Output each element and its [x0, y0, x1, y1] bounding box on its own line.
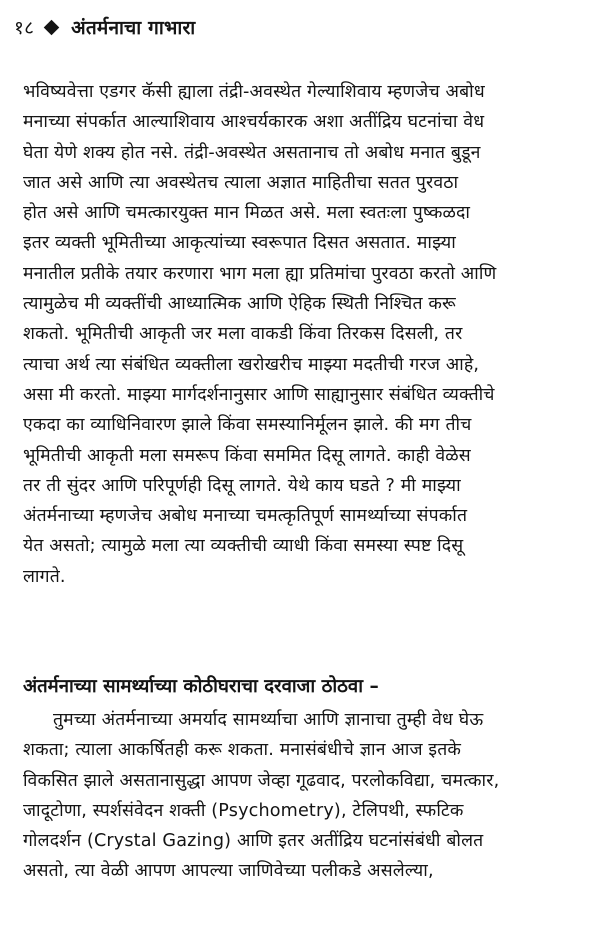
- text-line: अंतर्मनाच्या म्हणजेच अबोध मनाच्या चमत्कृतिपूर्ण सामर्थ्याच्या संपर्कात: [23, 506, 468, 527]
- text-line: जादूटोणा, स्पर्शसंवेदन शक्ती (Psychometry), टेलिपथी, स्फटिक: [23, 800, 464, 821]
- paragraph-one: [23, 77, 589, 592]
- text-line: विकसित झाले असतानासुद्धा आपण जेव्हा गूढवाद, परलोकविद्या, चमत्कार,: [23, 770, 500, 791]
- text-line: शकता; त्याला आकर्षितही करू शकता. मनासंबंधीचे ज्ञान आज इतके: [23, 740, 462, 761]
- text-line: येत असतो; त्यामुळे मला त्या व्यक्तीची व्याधी किंवा समस्या स्पष्ट दिसू: [23, 536, 464, 557]
- text-line: इतर व्यक्ती भूमितीच्या आकृत्यांच्या स्वरूपात दिसत असतात. माझ्या: [23, 233, 456, 254]
- text-line: होत असे आणि चमत्कारयुक्त मान मिळत असे. मला स्वतःला पुष्कळदा: [23, 203, 471, 224]
- diamond-icon: [44, 19, 60, 35]
- paragraph-two: [23, 705, 589, 887]
- text-line: त्याचा अर्थ त्या संबंधित व्यक्तीला खरोखरीच माझ्या मदतीची गरज आहे,: [23, 354, 480, 375]
- text-line: भूमितीची आकृती मला समरूप किंवा सममित दिसू लागते. काही वेळेस: [23, 445, 471, 466]
- text-line: भविष्यवेत्ता एडगर कॅसी ह्याला तंद्री-अवस्थेत गेल्याशिवाय म्हणजेच अबोध: [23, 82, 485, 102]
- text-line: तर ती सुंदर आणि परिपूर्णही दिसू लागते. येथे काय घडते ? मी माझ्या: [23, 475, 461, 496]
- text-line: असतो, त्या वेळी आपण आपल्या जाणिवेच्या पलीकडे असलेल्या,: [23, 861, 434, 882]
- text-line: त्यामुळेच मी व्यक्तींची आध्यात्मिक आणि ऐहिक स्थिती निश्चित करू: [23, 294, 456, 315]
- text-line: तुमच्या अंतर्मनाच्या अमर्याद सामर्थ्याचा आणि ज्ञानाचा तुम्ही वेध घेऊ: [53, 710, 484, 730]
- text-line: एकदा का व्याधिनिवारण झाले किंवा समस्यानिर्मूलन झाले. की मग तीच: [23, 415, 472, 436]
- text-line: घेता येणे शक्य होत नसे. तंद्री-अवस्थेत असतानाच तो अबोध मनात बुडून: [23, 142, 481, 163]
- text-line: मनाच्या संपर्कात आल्याशिवाय आश्चर्यकारक अशा अतींद्रिय घटनांचा वेध: [23, 112, 485, 133]
- text-line: शकतो. भूमितीची आकृती जर मला वाकडी किंवा तिरकस दिसली, तर: [23, 324, 463, 345]
- text-line: जात असे आणि त्या अवस्थेतच त्याला अज्ञात माहितीचा सतत पुरवठा: [23, 172, 459, 193]
- text-line: मनातील प्रतीके तयार करणारा भाग मला ह्या प्रतिमांचा पुरवठा करतो आणि: [23, 263, 497, 284]
- running-header: [14, 12, 195, 42]
- text-line: लागते.: [23, 566, 66, 587]
- section-heading: अंतर्मनाच्या सामर्थ्याच्या कोठीघराचा दरवाजा ठोठवा –: [23, 676, 379, 697]
- page-number: १८: [14, 17, 35, 39]
- text-line: असा मी करतो. माझ्या मार्गदर्शनानुसार आणि साह्यानुसार संबंधित व्यक्तीचे: [23, 384, 495, 405]
- book-title: अंतर्मनाचा गाभारा: [71, 17, 196, 39]
- text-line: गोलदर्शन (Crystal Gazing) आणि इतर अतींद्रिय घटनांसंबंधी बोलत: [23, 831, 484, 852]
